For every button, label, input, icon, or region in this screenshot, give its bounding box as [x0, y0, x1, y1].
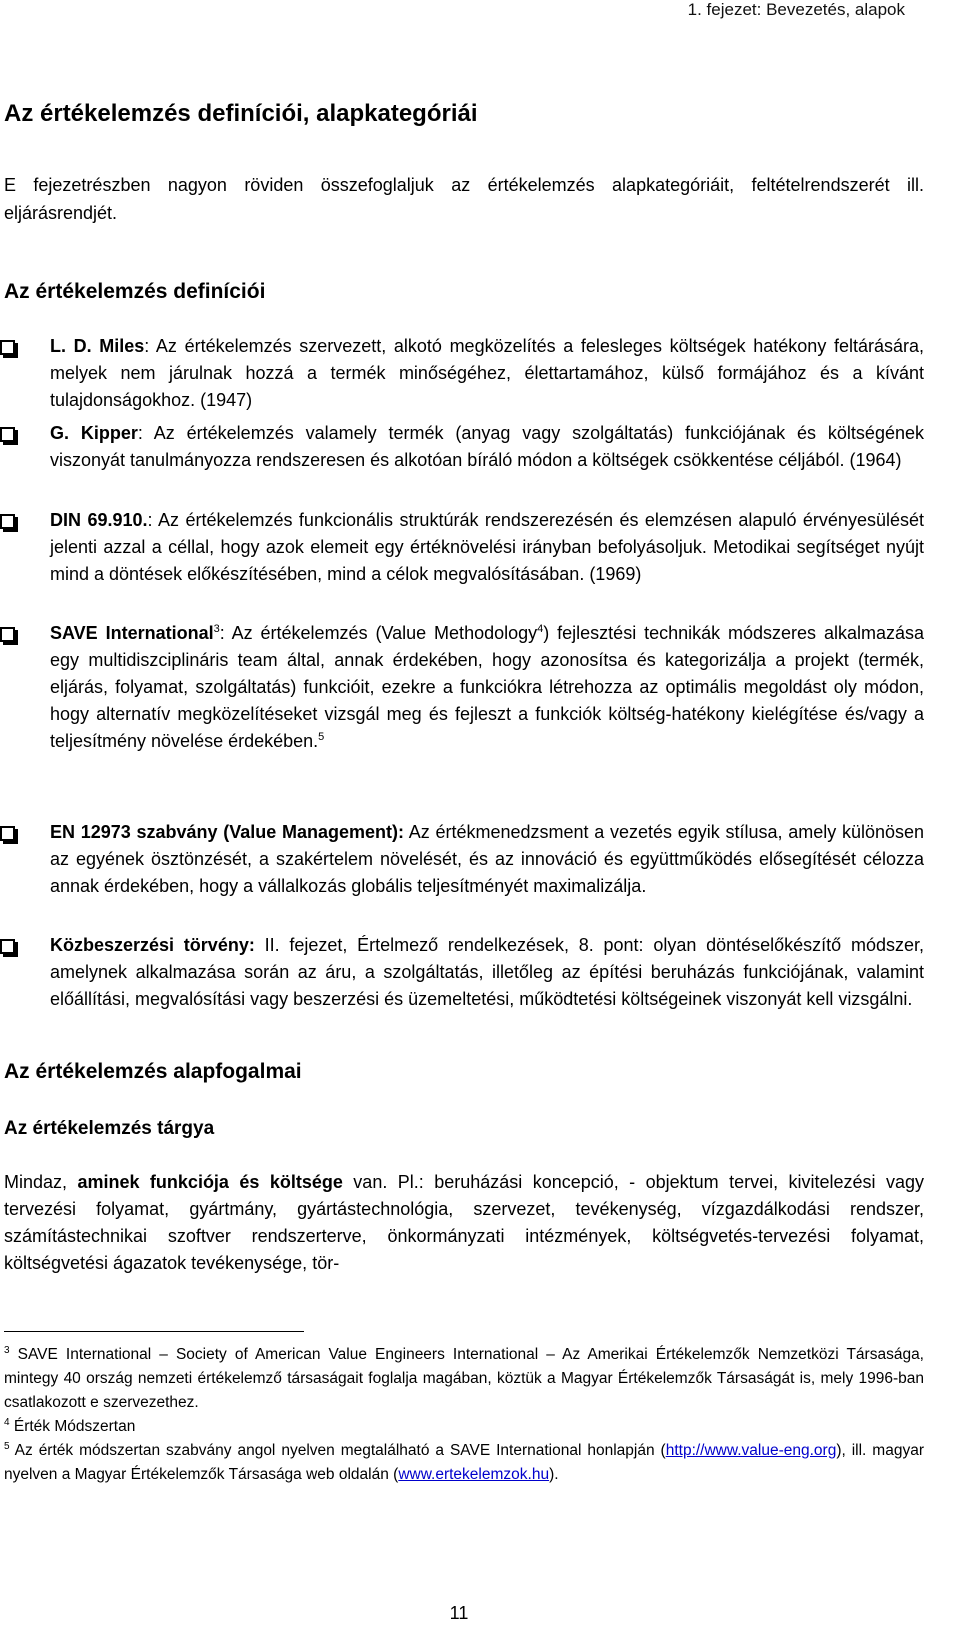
footnote-separator — [4, 1331, 304, 1332]
definition-term: EN 12973 szabvány (Value Management): — [50, 822, 405, 842]
checkbox-bullet-icon — [0, 939, 15, 954]
definitions-heading: Az értékelemzés definíciói — [4, 280, 266, 303]
intro-paragraph: E fejezetrészben nagyon röviden összefoglaljuk az értékelemzés alapkategóriáit, feltételrendszerét ill. eljárásrendjét. — [4, 175, 924, 223]
footnote-ref: 5 — [318, 731, 325, 743]
footnote-text: Az érték módszertan szabvány angol nyelven megtalálható a SAVE International honlapján ( — [9, 1442, 666, 1459]
checkbox-bullet-icon — [0, 826, 15, 841]
definition-din — [50, 507, 924, 588]
footnote-ref: 3 — [213, 623, 220, 635]
definition-en12973 — [50, 819, 924, 900]
definition-term: SAVE International — [50, 623, 214, 643]
subject-text: van. Pl.: beruházási koncepció, - objektum tervei, kivitelezési vagy tervezési folyamat, gyártmány, gyártástechnológia, szervezet, tevékenység, vízgazdálkodási rendszer, számítástechnikai szoftver rendszerterve, önkormányzati intézmények, költségvetés-tervezési folyamat, költségvetési ágazatok tevékenysége, tör- — [4, 1172, 925, 1273]
subject-text: Mindaz, — [4, 1172, 78, 1192]
ertekelemzok-link[interactable]: www.ertekelemzok.hu — [398, 1466, 550, 1483]
definition-text: : Az értékelemzés szervezett, alkotó megközelítés a felesleges költségek hatékony feltárására, melyek nem járulnak hozzá a termék minőségéhez, élettartamához, külső formájához és a kívánt tulajdonságokhoz. (1947) — [50, 336, 924, 410]
footnote-3 — [4, 1343, 924, 1415]
definition-kipper — [50, 420, 924, 474]
definition-text: II. fejezet, Értelmező rendelkezések, 8. pont: olyan döntéselőkészítő módszer, amelynek alkalmazása során az áru, a szolgáltatás, illetőleg az építési beruházás funkciójának, valamint előállítási, megvalósítási vagy beszerzési és üzemeltetési, működtetési költségeinek viszonyát kell vizsgálni. — [50, 935, 924, 1009]
footnote-text: ). — [549, 1466, 559, 1483]
definition-term: Közbeszerzési törvény: — [50, 935, 255, 955]
subject-paragraph — [4, 1169, 924, 1277]
definition-term: L. D. Miles — [50, 336, 145, 356]
footnote-ref: 4 — [537, 623, 544, 635]
definition-text: : Az értékelemzés (Value Methodology — [219, 623, 538, 643]
page-number: 11 — [449, 1603, 469, 1623]
footnote-number: 4 — [4, 1416, 10, 1428]
checkbox-bullet-icon — [0, 627, 15, 642]
definition-term: DIN 69.910. — [50, 510, 148, 530]
footnote-text: ), ill. magyar nyelven a Magyar Értékelemzők Társasága web oldalán ( — [4, 1442, 924, 1483]
page-title: Az értékelemzés definíciói, alapkategóriái — [4, 100, 478, 127]
running-header: 1. fejezet: Bevezetés, alapok — [687, 0, 905, 19]
footnote-text: Érték Módszertan — [9, 1418, 136, 1435]
footnote-5 — [4, 1439, 924, 1487]
footnote-number: 3 — [4, 1344, 10, 1356]
footnote-4 — [4, 1415, 924, 1439]
definition-text: : Az értékelemzés funkcionális struktúrák rendszerezésén és elemzésen alapuló érvényesülését jelenti azzal a céllal, hogy azok elemeit egy értéknövelési irányban befolyásoljuk. Metodikai segítséget nyújt mind a döntések előkészítésében, mind a célok megvalósításában. (1969) — [50, 510, 924, 584]
subject-emphasis: aminek funkciója és költsége — [77, 1172, 343, 1192]
subject-heading: Az értékelemzés tárgya — [4, 1118, 215, 1139]
definition-miles — [50, 333, 924, 414]
basics-heading: Az értékelemzés alapfogalmai — [4, 1060, 302, 1083]
definition-save — [50, 620, 924, 755]
footnote-text: SAVE International – Society of American Value Engineers International – Az Amerikai Értékelemzők Nemzetközi Társasága, mintegy 40 ország nemzeti értékelemző társaságait foglalja magában, köztük a Magyar Értékelemzők Társaságát is, mely 1996-ban csatlakozott e szervezethez. — [4, 1346, 924, 1411]
definition-text: : Az értékelemzés valamely termék (anyag vagy szolgáltatás) funkciójának és költségének viszonyát tanulmányozza rendszeresen és alkotóan bíráló módon a költségek csökkentése céljából. (1964) — [50, 423, 924, 470]
definition-text: Az értékmenedzsment a vezetés egyik stílusa, amely különösen az egyének ösztönzését, a szakértelem növelését, és az innováció és együttműködés elősegítését célozza annak érdekében, hogy a vállalkozás globális teljesítményét maximalizálja. — [50, 822, 925, 896]
definition-text: ) fejlesztési technikák módszeres alkalmazása egy multidiszciplináris team által, annak érdekében, hogy azonosítsa és kategorizálja a projekt (termék, eljárás, folyamat, szolgáltatás) funkcióit, ezekre a funkciókra létrehozza az optimális megoldást oly módon, hogy alternatív megközelítéseket vizsgál meg és fejleszt a funkciók költség-hatékony kielégítése és/vagy a teljesítmény növelése érdekében. — [50, 623, 924, 751]
definition-term: G. Kipper — [50, 423, 138, 443]
checkbox-bullet-icon — [0, 340, 15, 355]
checkbox-bullet-icon — [0, 427, 15, 442]
footnote-number: 5 — [4, 1440, 10, 1452]
definition-kozbeszerzes — [50, 932, 924, 1013]
value-eng-link[interactable]: http://www.value-eng.org — [665, 1442, 837, 1459]
checkbox-bullet-icon — [0, 514, 15, 529]
footnotes — [4, 1343, 924, 1487]
